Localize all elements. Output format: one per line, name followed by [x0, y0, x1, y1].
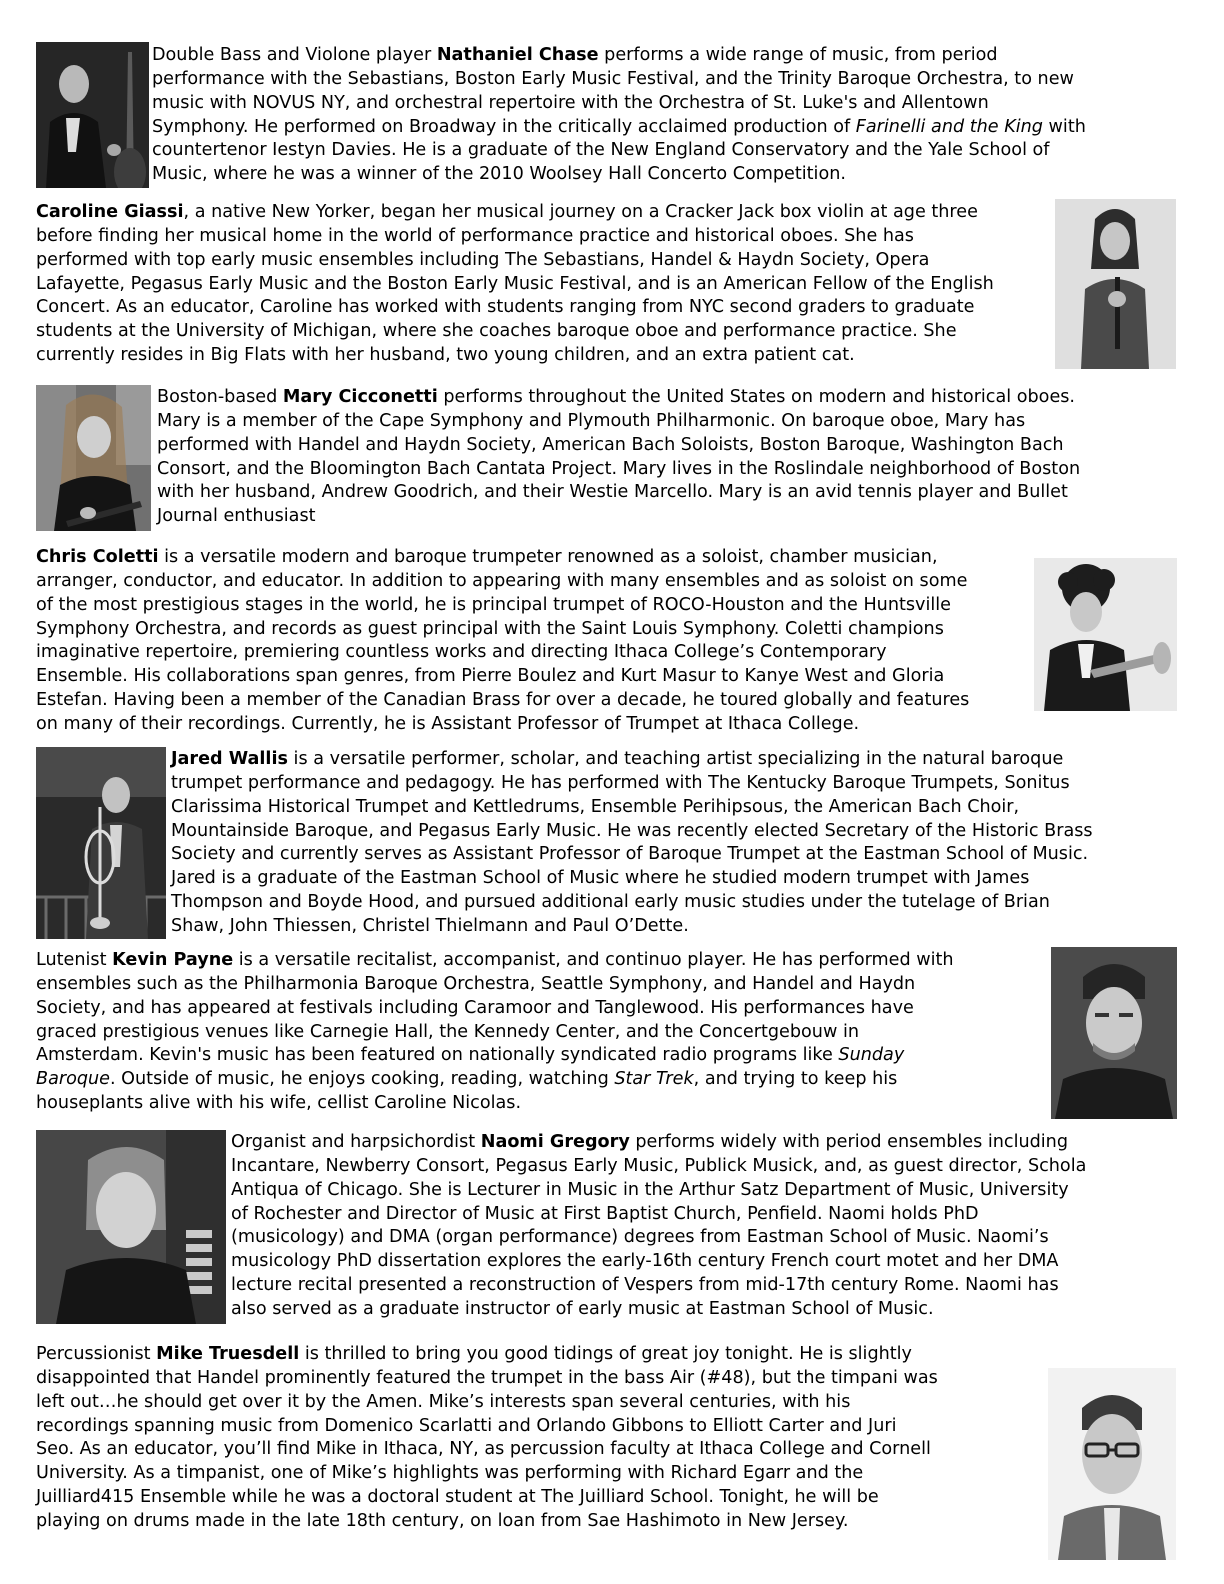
bio-line: [231, 1298, 1086, 1322]
bio-text: Antiqua of Chicago. She is Lecturer in Music in the Arthur Satz Department of Music, University: [231, 1179, 1069, 1200]
bio-line: [171, 867, 1093, 891]
bio-line: [36, 1510, 938, 1534]
bio-line: [152, 44, 1086, 68]
bio-text: graced prestigious venues like Carnegie Hall, the Kennedy Center, and the Concertgebouw in: [36, 1021, 859, 1042]
bio-text: also served as a graduate instructor of early music at Eastman School of Music.: [231, 1298, 934, 1319]
bio-caroline-giassi: [36, 201, 994, 368]
photo-jared-wallis: [36, 747, 166, 939]
bio-text: performed with top early music ensembles including The Sebastians, Handel & Haydn Society, Opera: [36, 249, 930, 270]
bio-line: [36, 618, 969, 642]
bio-line: [171, 820, 1093, 844]
bio-line: [36, 1486, 938, 1510]
bio-line: [36, 201, 994, 225]
bio-line: [152, 116, 1086, 140]
bio-text: (musicology) and DMA (organ performance) degrees from Eastman School of Music. Naomi’s: [231, 1227, 1049, 1248]
bio-text: Journal enthusiast: [157, 506, 316, 527]
performer-name: Chris Coletti: [36, 547, 159, 567]
bio-text: Boston-based: [157, 387, 283, 407]
bio-text: before finding her musical home in the world of performance practice and historical oboes. She has: [36, 225, 914, 246]
bio-line: [171, 748, 1093, 772]
bio-text: is thrilled to bring you good tidings of great joy tonight. He is slightly: [299, 1344, 912, 1364]
bio-text: left out…he should get over it by the Amen. Mike’s interests span several centuries, with his: [36, 1391, 851, 1412]
bio-line: [36, 546, 969, 570]
bio-line: [36, 641, 969, 665]
bio-line: [171, 843, 1093, 867]
bio-line: [36, 344, 994, 368]
bio-line: [36, 1044, 954, 1068]
bio-text: Ensemble. His collaborations span genres, from Pierre Boulez and Kurt Masur to Kanye West and Gloria: [36, 666, 945, 687]
photo-nathaniel-chase: [36, 42, 149, 188]
bio-text: Lutenist: [36, 950, 113, 970]
bio-text: Percussionist: [36, 1344, 157, 1364]
bio-text: University. As a timpanist, one of Mike’s highlights was performing with Richard Egarr and the: [36, 1463, 864, 1484]
bio-text: Society, and has appeared at festivals including Caramoor and Tanglewood. His performances have: [36, 997, 914, 1018]
bio-text: Double Bass and Violone player: [152, 45, 437, 65]
bio-text: Shaw, John Thiessen, Christel Thielmann and Paul O’Dette.: [171, 915, 689, 936]
performer-name: Kevin Payne: [112, 950, 234, 970]
bio-line: [231, 1203, 1086, 1227]
bio-line: [36, 570, 969, 594]
bio-text: students at the University of Michigan, where she coaches baroque oboe and performance practice. She: [36, 321, 957, 342]
bio-text: Jared is a graduate of the Eastman School of Music where he studied modern trumpet with James: [171, 868, 1030, 889]
bio-line: [157, 434, 1080, 458]
bio-line: [36, 1092, 954, 1116]
bio-text: music with NOVUS NY, and orchestral repertoire with the Orchestra of St. Luke's and Allentown: [152, 92, 989, 113]
bio-line: [157, 458, 1080, 482]
bio-text: Thompson and Boyde Hood, and pursued additional early music studies under the tutelage of Brian: [171, 892, 1050, 913]
bio-chris-coletti: [36, 546, 969, 737]
performer-name: Nathaniel Chase: [436, 45, 599, 65]
bio-text: Clarissima Historical Trumpet and Kettledrums, Ensemble Perihipsous, the American Bach Choir,: [171, 796, 1020, 817]
bio-line: [36, 1343, 938, 1367]
bio-kevin-payne: [36, 949, 954, 1116]
bio-text: trumpet performance and pedagogy. He has performed with The Kentucky Baroque Trumpets, Sonitus: [171, 772, 1070, 793]
bio-line: [36, 949, 954, 973]
bio-text: on many of their recordings. Currently, he is Assistant Professor of Trumpet at Ithaca College.: [36, 713, 860, 734]
bio-text: Symphony. He performed on Broadway in the critically acclaimed production of: [152, 116, 856, 137]
bio-text: performance with the Sebastians, Boston Early Music Festival, and the Trinity Baroque Orchestra, to new: [152, 68, 1074, 89]
bio-text: performs a wide range of music, from period: [598, 45, 998, 65]
bio-nathaniel-chase: [152, 44, 1086, 187]
bio-text: Organist and harpsichordist: [231, 1132, 481, 1152]
bio-line: [152, 92, 1086, 116]
italic-title: Farinelli and the King: [855, 116, 1043, 137]
bio-text: Lafayette, Pegasus Early Music and the Boston Early Music Festival, and is an American Fellow of the English: [36, 273, 994, 294]
bio-line: [36, 1367, 938, 1391]
bio-line: [231, 1155, 1086, 1179]
bio-text: houseplants alive with his wife, cellist Caroline Nicolas.: [36, 1093, 522, 1114]
performer-name: Jared Wallis: [171, 749, 288, 769]
bio-text: is a versatile modern and baroque trumpeter renowned as a soloist, chamber musician,: [158, 547, 938, 567]
bio-text: currently resides in Big Flats with her husband, two young children, and an extra patient cat.: [36, 345, 855, 366]
bio-naomi-gregory: [231, 1131, 1086, 1322]
bio-mike-truesdell: [36, 1343, 938, 1534]
bio-line: [152, 139, 1086, 163]
bio-line: [157, 386, 1080, 410]
bio-line: [171, 772, 1093, 796]
bio-text: recordings spanning music from Domenico Scarlatti and Orlando Gibbons to Elliott Carter and Juri: [36, 1415, 897, 1436]
bio-line: [171, 796, 1093, 820]
bio-text: musicology PhD dissertation explores the early-16th century French court motet and her DMA: [231, 1251, 1059, 1272]
bio-line: [231, 1226, 1086, 1250]
bio-text: ensembles such as the Philharmonia Baroque Orchestra, Seattle Symphony, and Handel and Haydn: [36, 973, 916, 994]
bio-text: Music, where he was a winner of the 2010 Woolsey Hall Concerto Competition.: [152, 164, 846, 185]
bio-line: [231, 1179, 1086, 1203]
bio-line: [36, 997, 954, 1021]
italic-title: Sunday: [838, 1045, 905, 1066]
bio-line: [36, 713, 969, 737]
bio-line: [231, 1274, 1086, 1298]
performer-name: Caroline Giassi: [36, 202, 184, 222]
bio-line: [157, 410, 1080, 434]
bio-mary-cicconetti: [157, 386, 1080, 529]
performer-name: Mary Cicconetti: [282, 387, 438, 407]
bio-line: [36, 665, 969, 689]
bio-text: of the most prestigious stages in the world, he is principal trumpet of ROCO-Houston and the Huntsville: [36, 594, 951, 615]
bio-line: [36, 1438, 938, 1462]
bio-text: is a versatile recitalist, accompanist, and continuo player. He has performed with: [233, 950, 954, 970]
bio-text: Concert. As an educator, Caroline has worked with students ranging from NYC second graders to graduate: [36, 297, 975, 318]
bio-line: [171, 891, 1093, 915]
bio-line: [36, 1391, 938, 1415]
bio-line: [231, 1250, 1086, 1274]
bio-text: , a native New Yorker, began her musical journey on a Cracker Jack box violin at age three: [183, 202, 978, 222]
bio-text: performed with Handel and Haydn Society, American Bach Soloists, Boston Baroque, Washington Bach: [157, 434, 1064, 455]
bio-text: Symphony Orchestra, and records as guest principal with the Saint Louis Symphony. Coletti champions: [36, 618, 944, 639]
bio-text: with: [1042, 116, 1086, 137]
italic-title: Baroque: [36, 1069, 110, 1090]
bio-line: [231, 1131, 1086, 1155]
bio-text: is a versatile performer, scholar, and teaching artist specializing in the natural baroque: [287, 749, 1064, 769]
photo-naomi-gregory: [36, 1130, 226, 1324]
bio-line: [36, 594, 969, 618]
bio-text: imaginative repertoire, premiering countless works and directing Ithaca College’s Contemporary: [36, 642, 887, 663]
bio-text: Incantare, Newberry Consort, Pegasus Early Music, Publick Musick, and, as guest director, Schola: [231, 1155, 1087, 1176]
bio-text: arranger, conductor, and educator. In addition to appearing with many ensembles and as soloist on some: [36, 570, 968, 591]
bio-line: [36, 320, 994, 344]
bio-line: [152, 68, 1086, 92]
bio-line: [36, 225, 994, 249]
bio-text: disappointed that Handel prominently featured the trumpet in the bass Air (#48), but the timpani was: [36, 1367, 938, 1388]
bio-text: Society and currently serves as Assistant Professor of Baroque Trumpet at the Eastman School of Music.: [171, 844, 1089, 865]
bio-jared-wallis: [171, 748, 1093, 939]
photo-kevin-payne: [1051, 947, 1177, 1119]
performer-name: Mike Truesdell: [156, 1344, 300, 1364]
bio-text: performs throughout the United States on modern and historical oboes.: [437, 387, 1076, 407]
bio-line: [36, 1021, 954, 1045]
bio-line: [36, 1068, 954, 1092]
performer-name: Naomi Gregory: [480, 1132, 630, 1152]
bio-line: [157, 481, 1080, 505]
photo-mary-cicconetti: [36, 385, 151, 531]
bio-text: Estefan. Having been a member of the Canadian Brass for over a decade, he toured globally and features: [36, 690, 970, 711]
bio-text: . Outside of music, he enjoys cooking, reading, watching: [110, 1069, 615, 1090]
bio-text: lecture recital presented a reconstruction of Vespers from mid-17th century Rome. Naomi has: [231, 1275, 1059, 1296]
bio-text: Mountainside Baroque, and Pegasus Early Music. He was recently elected Secretary of the Historic Brass: [171, 820, 1093, 841]
bio-line: [36, 296, 994, 320]
photo-caroline-giassi: [1055, 199, 1176, 369]
bio-text: Amsterdam. Kevin's music has been featured on nationally syndicated radio programs like: [36, 1045, 839, 1066]
bio-line: [36, 1415, 938, 1439]
bio-text: Juilliard415 Ensemble while he was a doctoral student at The Juilliard School. Tonight, he will be: [36, 1487, 879, 1508]
italic-title: Star Trek: [614, 1069, 694, 1090]
bio-line: [152, 163, 1086, 187]
bio-text: performs widely with period ensembles including: [629, 1132, 1068, 1152]
bio-line: [36, 1462, 938, 1486]
bio-text: of Rochester and Director of Music at First Baptist Church, Penfield. Naomi holds PhD: [231, 1203, 979, 1224]
bio-line: [36, 273, 994, 297]
bio-text: Seo. As an educator, you’ll find Mike in Ithaca, NY, as percussion faculty at Ithaca College and Cornell: [36, 1439, 931, 1460]
bio-text: Consort, and the Bloomington Bach Cantata Project. Mary lives in the Roslindale neighborhood of Boston: [157, 458, 1081, 479]
bio-text: with her husband, Andrew Goodrich, and their Westie Marcello. Mary is an avid tennis player and Bullet: [157, 482, 1068, 503]
photo-chris-coletti: [1034, 558, 1177, 711]
bio-text: Mary is a member of the Cape Symphony and Plymouth Philharmonic. On baroque oboe, Mary has: [157, 410, 1026, 431]
bio-text: , and trying to keep his: [693, 1069, 898, 1090]
bio-line: [36, 689, 969, 713]
bio-line: [171, 915, 1093, 939]
bio-text: playing on drums made in the late 18th century, on loan from Sae Hashimoto in New Jersey.: [36, 1510, 849, 1531]
bio-line: [157, 505, 1080, 529]
bio-text: countertenor Iestyn Davies. He is a graduate of the New England Conservatory and the Yale School of: [152, 140, 1050, 161]
bio-line: [36, 249, 994, 273]
photo-mike-truesdell: [1048, 1368, 1176, 1560]
bio-line: [36, 973, 954, 997]
